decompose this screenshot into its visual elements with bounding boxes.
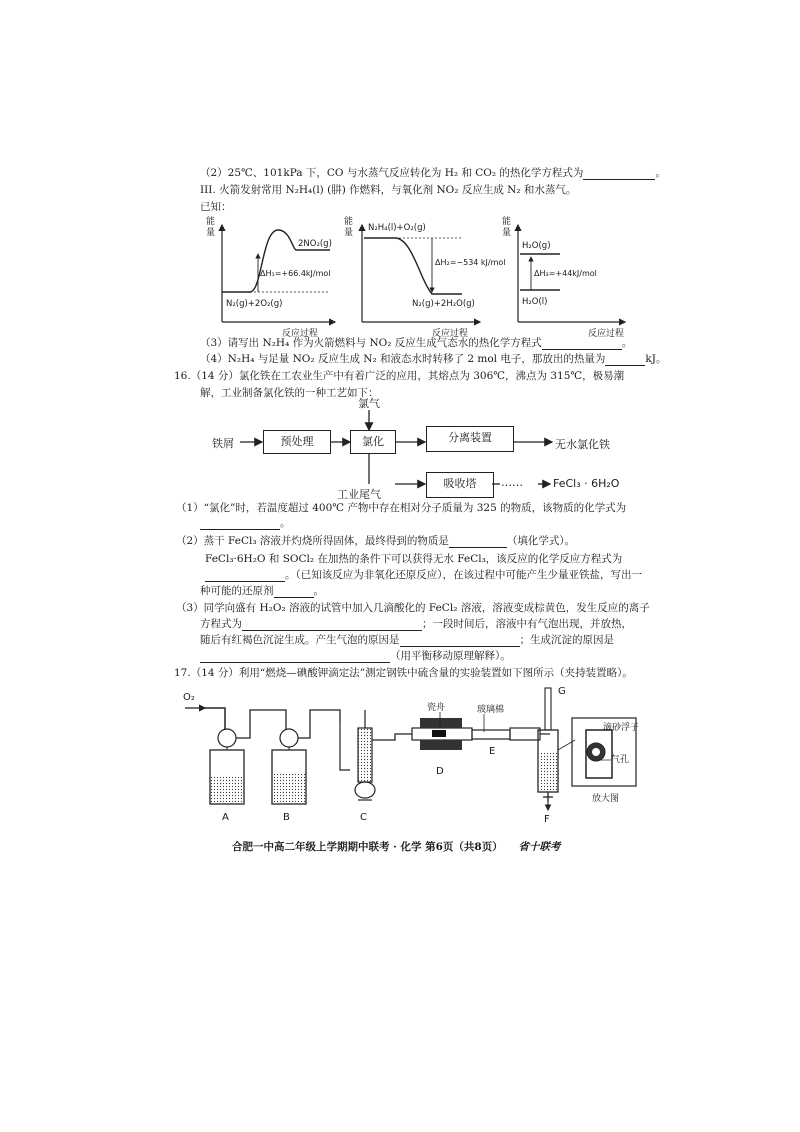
zoom-view — [572, 718, 639, 804]
label-o2: O₂ — [183, 692, 195, 703]
label-hole: 气孔 — [611, 755, 630, 765]
q15-part2-end: 。 — [655, 167, 666, 179]
q16-q2-d — [200, 584, 324, 598]
q16-q3-b — [200, 617, 632, 631]
g3-x-label: 反应过程 — [588, 329, 625, 339]
g3-top-label: H₂O(g) — [522, 241, 551, 251]
q16-intro-2: 解，工业制备氯化铁的一种工艺如下： — [200, 387, 379, 399]
g1-top-label: 2NO₂(g) — [298, 239, 332, 249]
g1-bottom-label: N₂(g)+2O₂(g) — [226, 299, 283, 309]
flow-chlorination-box: 氯化 — [350, 430, 396, 454]
q16-q3-c-text: 随后有红褐色沉淀生成。产生气泡的原因是 — [200, 634, 400, 646]
g2-x-label: 反应过程 — [432, 329, 469, 339]
flow-hydrate: FeCl₃ · 6H₂O — [553, 477, 620, 490]
q15-part3 — [200, 336, 632, 350]
label-c: C — [360, 812, 367, 823]
footer-brand: 省十联考 — [518, 841, 561, 853]
answer-blank[interactable] — [274, 586, 314, 598]
answer-blank[interactable] — [205, 570, 285, 582]
q16-q2-c — [205, 568, 642, 582]
page-footer — [232, 840, 560, 854]
flow-separation-box: 分离装置 — [426, 426, 514, 452]
g2-y-label-1: 能 — [344, 217, 354, 227]
q16-q2-text: （2）蒸干 FeCl₃ 溶液并灼烧所得固体，最终得到的物质是 — [176, 535, 449, 547]
apparatus-a — [210, 710, 270, 823]
label-e: E — [489, 746, 496, 757]
q16-q2-d-end: 。 — [313, 585, 324, 597]
q15-part2-text: （2）25℃、101kPa 下，CO 与水蒸气反应转化为 H₂ 和 CO₂ 的热化学方程式为 — [200, 167, 584, 179]
flow-tailgas: 工业尾气 — [337, 488, 381, 501]
apparatus-g — [538, 686, 575, 825]
q16-q2 — [176, 534, 575, 548]
g2-bottom-label: N₂(g)+2H₂O(g) — [412, 299, 475, 309]
answer-blank[interactable] — [200, 651, 390, 663]
g1-y-label-2: 量 — [206, 228, 216, 238]
q17-intro: 17.（14 分）利用“燃烧—碘酸钾滴定法”测定钢铁中硫含量的实验装置如下图所示（夹持装置略）。 — [174, 667, 633, 679]
flowchart-lines — [0, 392, 800, 502]
g2-dh: ΔH₂=−534 kJ/mol — [435, 258, 506, 267]
q15-section-iii: III. 火箭发射常用 N₂H₄(l) (肼) 作燃料，与氧化剂 NO₂ 反应生成 N₂ 和水蒸气。 — [200, 184, 577, 196]
q15-part2 — [200, 166, 666, 180]
label-f: F — [544, 814, 550, 825]
flow-pretreat-box: 预处理 — [263, 430, 331, 454]
q16-intro-1: 16.（14 分）氯化铁在工农业生产中有着广泛的应用，其熔点为 306℃，沸点为 315℃，极易潮 — [174, 370, 625, 382]
apparatus-b — [270, 710, 340, 823]
answer-blank[interactable] — [542, 338, 622, 350]
label-b: B — [283, 812, 290, 823]
graph-3 — [502, 215, 625, 339]
q16-q3-c — [200, 633, 614, 647]
label-wool: 玻璃棉 — [477, 705, 505, 715]
g1-dh: ΔH₁=+66.4kJ/mol — [260, 269, 331, 278]
label-zoom: 放大图 — [592, 794, 620, 804]
label-a: A — [222, 812, 229, 823]
g1-y-label-1: 能 — [206, 217, 216, 227]
q15-known: 已知： — [200, 201, 232, 213]
q16-q3-d — [200, 649, 511, 663]
energy-diagrams — [0, 210, 800, 350]
label-g: G — [558, 686, 566, 697]
q16-q3-b-text: 方程式为 — [200, 618, 242, 630]
q16-q1: （1）“氯化”时，若温度超过 400℃ 产物中存在相对分子质量为 325 的物质，该物质的化学式为 — [176, 502, 627, 514]
answer-blank[interactable] — [400, 635, 520, 647]
apparatus-diagram — [0, 680, 800, 840]
flow-dots: …… — [501, 476, 523, 489]
q16-q2-end: （填化学式）。 — [506, 535, 576, 547]
g2-y-label-2: 量 — [344, 228, 354, 238]
q16-q2-c-text: 。（已知该反应为非氧化还原反应），在该过程中可能产生少量亚铁盐，写出一 — [285, 569, 642, 581]
label-d: D — [436, 766, 444, 777]
q16-q2-d-text: 种可能的还原剂 — [200, 585, 274, 597]
g3-dh: ΔH₃=+44kJ/mol — [534, 269, 597, 278]
q16-q3-b-mid: ；一段时间后，溶液中有气泡出现，并放热， — [422, 618, 632, 630]
graph-1 — [206, 215, 335, 339]
q16-q3-c-mid: ；生成沉淀的原因是 — [519, 634, 614, 646]
g3-y-label-1: 能 — [502, 217, 512, 227]
flow-iron: 铁屑 — [212, 437, 234, 450]
footer-text: 合肥一中高二年级上学期期中联考 · 化学 第6页（共8页） — [232, 841, 503, 853]
q16-q1-answer — [200, 516, 291, 530]
graph-2 — [344, 215, 506, 339]
flow-product: 无水氯化铁 — [555, 438, 610, 451]
q15-part3-text: （3）请写出 N₂H₄ 作为火箭燃料与 NO₂ 反应生成气态水的热化学方程式 — [200, 337, 542, 349]
q15-part3-end: 。 — [621, 337, 633, 349]
label-boat: 瓷舟 — [427, 703, 446, 713]
g3-y-label-2: 量 — [502, 228, 512, 238]
q16-q3-d-text: （用平衡移动原理解释）。 — [390, 650, 511, 662]
answer-blank[interactable] — [242, 619, 422, 631]
label-float: 滴砂浮子 — [603, 723, 640, 733]
g2-top-label: N₂H₄(l)+O₂(g) — [368, 223, 426, 233]
q15-part4-text: （4）N₂H₄ 与足量 NO₂ 反应生成 N₂ 和液态水时转移了 2 mol 电子，那放出的热量为 — [200, 353, 606, 365]
g3-bottom-label: H₂O(l) — [522, 297, 548, 307]
q16-q1-end: 。 — [280, 517, 291, 529]
flow-chlorine: 氯气 — [358, 397, 380, 410]
q16-q3: （3）同学向盛有 H₂O₂ 溶液的试管中加入几滴酸化的 FeCl₂ 溶液，溶液变成棕黄色，发生反应的离子 — [176, 602, 650, 614]
g1-x-label: 反应过程 — [282, 329, 319, 339]
q16-q2-b: FeCl₃·6H₂O 和 SOCl₂ 在加热的条件下可以获得无水 FeCl₃，该反应的化学反应方程式为 — [205, 553, 623, 565]
apparatus-c — [340, 710, 412, 823]
q15-part4 — [200, 352, 666, 366]
flow-absorber-box: 吸收塔 — [426, 472, 494, 498]
answer-blank[interactable] — [583, 168, 655, 180]
answer-blank[interactable] — [605, 354, 645, 366]
answer-blank[interactable] — [200, 518, 280, 530]
answer-blank[interactable] — [449, 536, 507, 548]
q15-part4-end: kJ。 — [645, 353, 667, 365]
